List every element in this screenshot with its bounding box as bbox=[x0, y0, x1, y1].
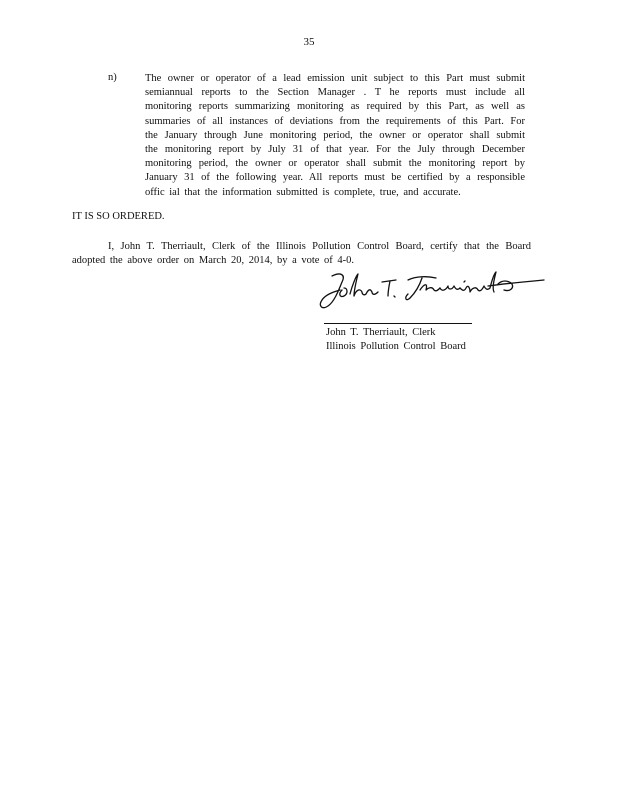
certification-line: adopted the above order on March 20, 2014, by a vote of 4-0. bbox=[72, 255, 355, 267]
paragraph-line: January 31 of the following year. All reports must be certified by a responsible bbox=[145, 172, 525, 184]
signer-name: John T. Therriault, Clerk bbox=[326, 327, 436, 338]
signer-organization: Illinois Pollution Control Board bbox=[326, 341, 466, 353]
paragraph-line: summaries of all instances of deviations from the requirements of this Part. For bbox=[145, 115, 525, 127]
paragraph-line: semiannual reports to the Section Manager . T he reports must include all bbox=[145, 87, 525, 99]
item-label: n) bbox=[108, 72, 117, 83]
signer-block bbox=[326, 326, 466, 354]
paragraph-line: offic ial that the information submitted is complete, true, and accurate. bbox=[145, 186, 461, 198]
paragraph-line: The owner or operator of a lead emission unit subject to this Part must submit bbox=[145, 73, 525, 84]
handwritten-signature bbox=[312, 266, 552, 316]
item-paragraph bbox=[145, 72, 525, 200]
paragraph-line: monitoring period, the owner or operator shall submit the monitoring report by bbox=[145, 158, 525, 170]
signature-line bbox=[324, 323, 472, 324]
paragraph-line: the monitoring report by July 31 of that year. For the July through December bbox=[145, 144, 525, 156]
certification-line: I, John T. Therriault, Clerk of the Illinois Pollution Control Board, certify that the Board bbox=[108, 241, 531, 252]
certification-paragraph bbox=[72, 240, 531, 268]
paragraph-line: the January through June monitoring period, the owner or operator shall submit bbox=[145, 129, 525, 141]
paragraph-line: monitoring reports summarizing monitoring as required by this Part, as well as bbox=[145, 101, 525, 113]
so-ordered-statement: IT IS SO ORDERED. bbox=[72, 211, 165, 222]
page-number: 35 bbox=[303, 36, 315, 48]
